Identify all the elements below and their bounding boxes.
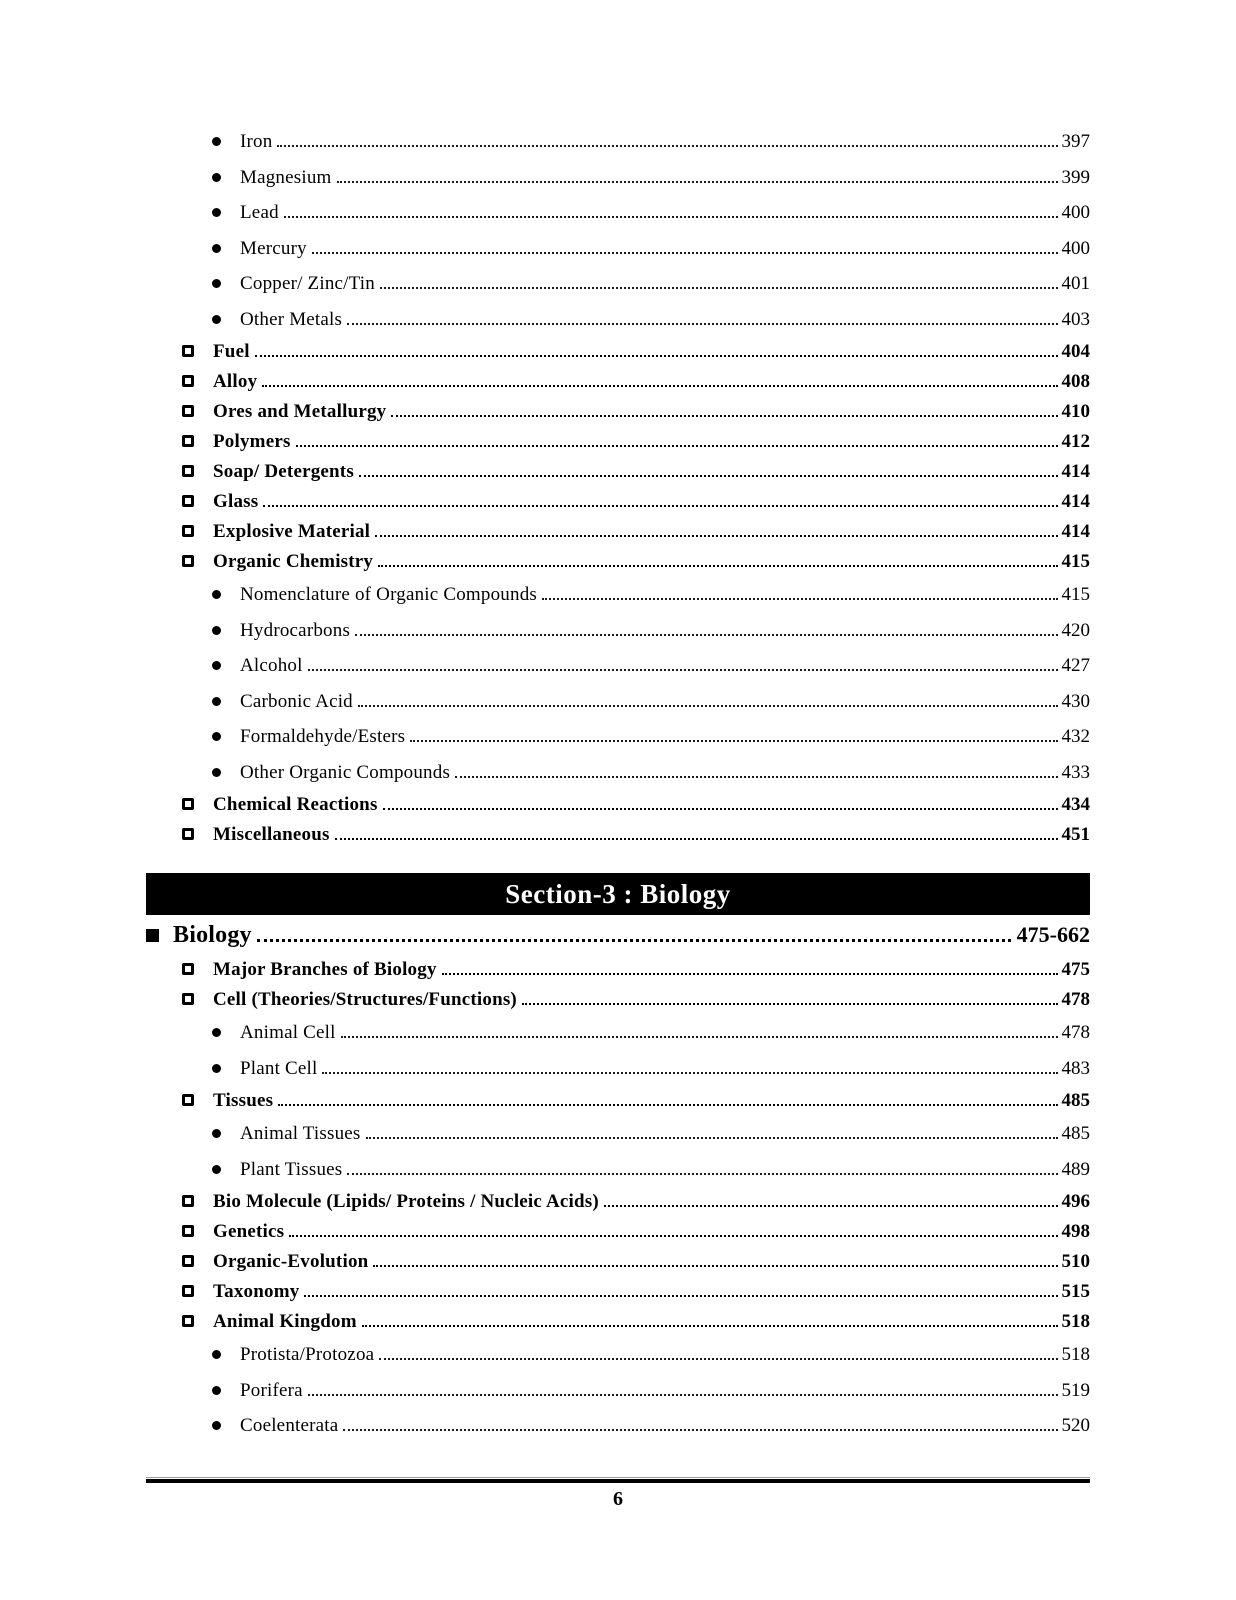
toc-row	[146, 1247, 1090, 1277]
page-number: 400	[1061, 237, 1090, 259]
toc-entry-label: Glass	[213, 491, 259, 512]
toc-entry-label: Other Metals	[240, 308, 343, 330]
toc-entry-label: Porifera	[240, 1379, 303, 1401]
toc-entry-label: Coelenterata	[240, 1415, 339, 1436]
dot-leader	[284, 216, 1058, 218]
page-number: 518	[1061, 1344, 1090, 1365]
toc-entry-label: Polymers	[213, 431, 291, 452]
page-number: 400	[1061, 202, 1090, 223]
toc-row	[146, 397, 1090, 427]
toc-entry-label: Formaldehyde/Esters	[240, 726, 406, 747]
page-number: 403	[1061, 308, 1090, 330]
dot-leader	[262, 385, 1057, 387]
toc-entry-label: Bio Molecule (Lipids/ Proteins / Nucleic Acids)	[213, 1191, 599, 1212]
page-number: 510	[1061, 1251, 1090, 1272]
toc-entry-label: Genetics	[213, 1221, 285, 1242]
dot-leader	[347, 323, 1057, 325]
toc-entry-label: Carbonic Acid	[240, 690, 353, 712]
dot-leader	[335, 838, 1058, 840]
page-number: 397	[1061, 131, 1090, 152]
hollow-square-bullet-icon	[182, 495, 194, 507]
page-number: 478	[1061, 989, 1090, 1010]
toc-row	[146, 367, 1090, 397]
dot-leader	[373, 1265, 1057, 1267]
page-number: 430	[1061, 690, 1090, 712]
toc-entry-label: Alloy	[213, 371, 258, 392]
dot-leader	[257, 939, 1011, 942]
page-number: 485	[1061, 1090, 1090, 1111]
page-number: 401	[1061, 273, 1090, 294]
filled-circle-bullet-icon	[212, 315, 221, 324]
page-number: 519	[1061, 1379, 1090, 1401]
toc-row	[146, 1337, 1090, 1373]
dot-leader	[341, 1036, 1058, 1038]
page-number: 485	[1061, 1123, 1090, 1144]
toc-row	[146, 427, 1090, 457]
page-number: 412	[1061, 431, 1090, 452]
page-number: 414	[1061, 491, 1090, 512]
hollow-square-bullet-icon	[182, 798, 194, 810]
dot-leader	[378, 565, 1057, 567]
dot-leader	[347, 1173, 1057, 1175]
dot-leader	[522, 1003, 1058, 1005]
toc-entry-label: Chemical Reactions	[213, 794, 378, 815]
toc-entry-label: Ores and Metallurgy	[213, 401, 387, 422]
toc-entry-label: Animal Tissues	[240, 1123, 361, 1144]
toc-row	[146, 1051, 1090, 1087]
dot-leader	[304, 1295, 1057, 1297]
section-banner: Section-3 : Biology	[146, 873, 1090, 915]
dot-leader	[337, 181, 1058, 183]
filled-circle-bullet-icon	[212, 279, 221, 288]
dot-leader	[277, 145, 1057, 147]
page-number: 475-662	[1016, 922, 1090, 947]
page-number: 489	[1061, 1158, 1090, 1180]
toc-entry-label: Magnesium	[240, 166, 332, 188]
toc-entry-label: Biology	[173, 922, 252, 948]
toc-row	[146, 1408, 1090, 1444]
toc-entry-label: Major Branches of Biology	[213, 959, 437, 980]
page-number: 414	[1061, 461, 1090, 482]
page-number: 478	[1061, 1022, 1090, 1043]
dot-leader	[278, 1104, 1057, 1106]
toc-entry-label: Alcohol	[240, 655, 303, 676]
toc-row	[146, 231, 1090, 267]
page-number: 399	[1061, 166, 1090, 188]
toc-entry-label: Taxonomy	[213, 1281, 300, 1302]
filled-circle-bullet-icon	[212, 590, 221, 599]
dot-leader	[322, 1072, 1057, 1074]
dot-leader	[358, 705, 1058, 707]
toc-entry-label: Explosive Material	[213, 521, 371, 542]
toc-row	[146, 517, 1090, 547]
filled-circle-bullet-icon	[212, 1350, 221, 1359]
dot-leader	[410, 740, 1057, 742]
dot-leader	[343, 1429, 1057, 1431]
page-number: 433	[1061, 761, 1090, 783]
hollow-square-bullet-icon	[182, 1285, 194, 1297]
toc-entry-label: Tissues	[213, 1090, 274, 1111]
hollow-square-bullet-icon	[182, 465, 194, 477]
toc-entry-label: Copper/ Zinc/Tin	[240, 273, 375, 294]
toc-row	[146, 1217, 1090, 1247]
toc-row	[146, 1307, 1090, 1337]
dot-leader	[380, 287, 1058, 289]
toc-entry-label: Nomenclature of Organic Compounds	[240, 584, 537, 605]
dot-leader	[289, 1235, 1057, 1237]
hollow-square-bullet-icon	[182, 828, 194, 840]
toc-entry-label: Plant Tissues	[240, 1158, 343, 1180]
toc-row	[146, 547, 1090, 577]
page-number: 408	[1061, 371, 1090, 392]
toc-entry-label: Miscellaneous	[213, 824, 330, 845]
filled-circle-bullet-icon	[212, 1386, 221, 1395]
page-number: 427	[1061, 655, 1090, 676]
toc-entry-label: Animal Kingdom	[213, 1311, 357, 1332]
dot-leader	[308, 669, 1058, 671]
hollow-square-bullet-icon	[182, 1195, 194, 1207]
filled-circle-bullet-icon	[212, 626, 221, 635]
dot-leader	[355, 634, 1057, 636]
dot-leader	[263, 505, 1057, 507]
page-number: 518	[1061, 1311, 1090, 1332]
toc-row	[146, 337, 1090, 367]
toc-row	[146, 1373, 1090, 1409]
toc-row	[146, 487, 1090, 517]
toc-row	[146, 124, 1090, 160]
hollow-square-bullet-icon	[182, 993, 194, 1005]
toc-entry-label: Organic Chemistry	[213, 551, 374, 572]
hollow-square-bullet-icon	[182, 1255, 194, 1267]
filled-circle-bullet-icon	[212, 697, 221, 706]
toc-entry-label: Hydrocarbons	[240, 619, 351, 641]
page-number: 432	[1061, 726, 1090, 747]
toc-row	[146, 577, 1090, 613]
toc-row	[146, 915, 1090, 955]
page-number: 415	[1061, 584, 1090, 605]
filled-circle-bullet-icon	[212, 732, 221, 741]
page-number: 496	[1061, 1191, 1090, 1212]
filled-circle-bullet-icon	[212, 1064, 221, 1073]
dot-leader	[366, 1137, 1058, 1139]
page-number: 520	[1061, 1415, 1090, 1436]
page-number: 414	[1061, 521, 1090, 542]
page-footer	[146, 1477, 1090, 1512]
dot-leader	[308, 1394, 1058, 1396]
filled-circle-bullet-icon	[212, 1028, 221, 1037]
filled-circle-bullet-icon	[212, 173, 221, 182]
toc-row	[146, 457, 1090, 487]
toc-entry-label: Iron	[240, 131, 273, 152]
filled-circle-bullet-icon	[212, 244, 221, 253]
page-number: 475	[1061, 959, 1090, 980]
hollow-square-bullet-icon	[182, 1315, 194, 1327]
footer-rule	[146, 1477, 1090, 1483]
toc-row	[146, 719, 1090, 755]
toc-row	[146, 820, 1090, 850]
hollow-square-bullet-icon	[182, 555, 194, 567]
toc-row	[146, 985, 1090, 1015]
dot-leader	[455, 776, 1057, 778]
toc-row	[146, 755, 1090, 791]
filled-circle-bullet-icon	[212, 1129, 221, 1138]
toc-row	[146, 1277, 1090, 1307]
page-number: 420	[1061, 619, 1090, 641]
toc-entry-label: Plant Cell	[240, 1057, 318, 1079]
dot-leader	[359, 475, 1058, 477]
toc-entry-label: Other Organic Compounds	[240, 761, 451, 783]
toc-entry-label: Protista/Protozoa	[240, 1344, 375, 1365]
dot-leader	[312, 252, 1058, 254]
hollow-square-bullet-icon	[182, 345, 194, 357]
filled-circle-bullet-icon	[212, 1165, 221, 1174]
dot-leader	[362, 1325, 1058, 1327]
hollow-square-bullet-icon	[182, 1094, 194, 1106]
toc-row	[146, 684, 1090, 720]
toc-row	[146, 790, 1090, 820]
filled-circle-bullet-icon	[212, 137, 221, 146]
filled-square-bullet-icon	[146, 929, 159, 942]
dot-leader	[604, 1205, 1058, 1207]
toc-entry-label: Fuel	[213, 341, 250, 362]
filled-circle-bullet-icon	[212, 661, 221, 670]
dot-leader	[255, 355, 1058, 357]
page-number: 498	[1061, 1221, 1090, 1242]
hollow-square-bullet-icon	[182, 1225, 194, 1237]
hollow-square-bullet-icon	[182, 963, 194, 975]
page-number: 434	[1061, 794, 1090, 815]
toc-row	[146, 160, 1090, 196]
filled-circle-bullet-icon	[212, 208, 221, 217]
toc-row	[146, 1116, 1090, 1152]
dot-leader	[542, 598, 1058, 600]
filled-circle-bullet-icon	[212, 1421, 221, 1430]
filled-circle-bullet-icon	[212, 768, 221, 777]
hollow-square-bullet-icon	[182, 405, 194, 417]
toc-entry-label: Soap/ Detergents	[213, 461, 354, 482]
hollow-square-bullet-icon	[182, 375, 194, 387]
dot-leader	[296, 445, 1058, 447]
page-number: 483	[1061, 1057, 1090, 1079]
toc-row	[146, 648, 1090, 684]
page-number: 415	[1061, 551, 1090, 572]
page-number: 515	[1061, 1281, 1090, 1302]
page-number: 451	[1061, 824, 1090, 845]
toc-row	[146, 302, 1090, 338]
toc-entry-label: Organic-Evolution	[213, 1251, 369, 1272]
toc-row	[146, 955, 1090, 985]
toc-row	[146, 613, 1090, 649]
toc-rows-container	[146, 124, 1090, 1444]
page-number: 410	[1061, 401, 1090, 422]
toc-row	[146, 1152, 1090, 1188]
toc-entry-label: Cell (Theories/Structures/Functions)	[213, 989, 517, 1010]
toc-row	[146, 1015, 1090, 1051]
dot-leader	[379, 1358, 1057, 1360]
dot-leader	[391, 415, 1057, 417]
toc-row	[146, 1187, 1090, 1217]
dot-leader	[375, 535, 1057, 537]
toc-row	[146, 1086, 1090, 1116]
table-of-contents	[146, 124, 1090, 1512]
footer-page-number: 6	[613, 1487, 623, 1510]
toc-entry-label: Mercury	[240, 237, 307, 259]
toc-entry-label: Animal Cell	[240, 1022, 336, 1043]
toc-row	[146, 266, 1090, 302]
toc-row	[146, 195, 1090, 231]
hollow-square-bullet-icon	[182, 435, 194, 447]
dot-leader	[442, 973, 1058, 975]
page-number: 404	[1061, 341, 1090, 362]
hollow-square-bullet-icon	[182, 525, 194, 537]
dot-leader	[383, 808, 1058, 810]
toc-entry-label: Lead	[240, 202, 279, 223]
